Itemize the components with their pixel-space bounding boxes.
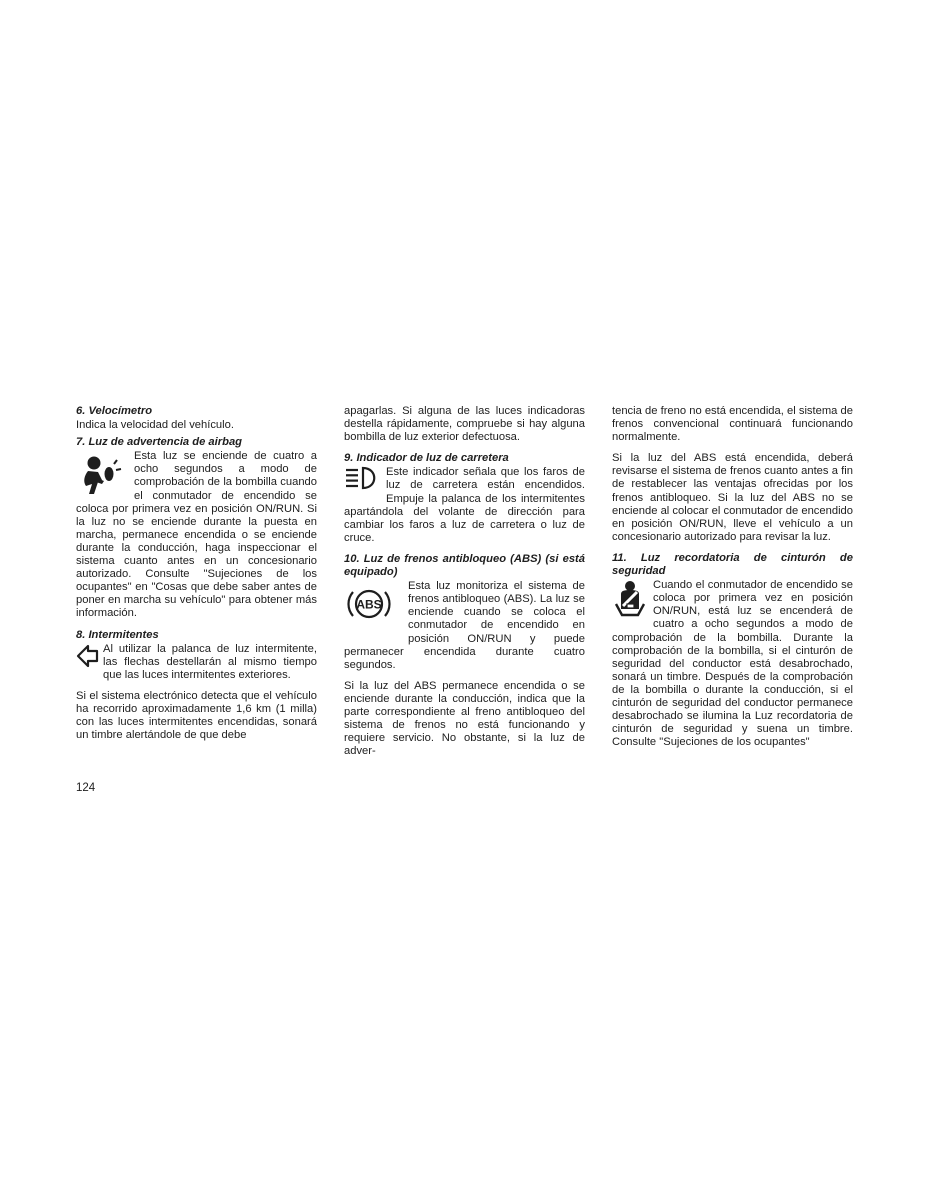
section-10-text-2: Si la luz del ABS permanece encendida o se enciende durante la conducción, indica que la parte correspondiente al freno antibloqueo del sistema de frenos no está funcionando y requiere servicio. No obstante, si la luz de adver-	[344, 679, 585, 758]
turn-signal-arrow-icon	[76, 643, 103, 673]
section-6-text: Indica la velocidad del vehículo.	[76, 419, 234, 432]
seatbelt-reminder-icon	[612, 579, 653, 619]
section-9-text: Este indicador señala que los faros de luz de carretera están encendidos. Empuje la palanca de los intermitentes apartándola del volante de dirección para cambiar los faros a luz de carretera o luz de cruce.	[344, 466, 585, 544]
section-11-text: Cuando el conmutador de encendido se coloca por primera vez en posición ON/RUN, está luz se encenderá de cuatro a ocho segundos a modo de comprobación de la bombilla. Durante la comprobación de la bombilla, si el cinturón de seguridad del conductor está desabrochado, sonará un timbre. Después de la comprobación de la bombilla o durante la conducción, si el cinturón de seguridad del conductor permanece desabrochado se ilumina la Luz recordatoria de cinturón de seguridad y suena un timbre. Consulte "Sujeciones de los ocupantes"	[612, 579, 853, 749]
column-3-continuation-2: Si la luz del ABS está encendida, deberá revisarse el sistema de frenos cuanto antes a fin de restablecer las ventajas ofrecidas por los frenos antibloqueo. Si la luz del ABS no se enciende al colocar el conmutador de encendido en posición ON/RUN, lleve el vehículo a un concesionario autorizado para revisar la luz.	[612, 452, 853, 543]
page-number: 124	[76, 782, 96, 794]
section-7-title: 7. Luz de advertencia de airbag	[76, 436, 243, 449]
section-11-title: 11. Luz recordatoria de cinturón de seguridad	[612, 551, 853, 578]
column-3	[612, 405, 853, 757]
section-9-title: 9. Indicador de luz de carretera	[344, 452, 509, 465]
abs-warning-icon	[344, 580, 408, 636]
abs-icon-label: ABS	[356, 597, 382, 612]
column-1	[76, 405, 317, 750]
high-beam-icon	[344, 466, 386, 494]
section-6-title: 6. Velocímetro	[76, 405, 153, 417]
column-2-continuation: apagarlas. Si alguna de las luces indicadoras destella rápidamente, compruebe si hay alguna bombilla de luz exterior defectuosa.	[344, 405, 585, 444]
section-8-text: Al utilizar la palanca de luz intermitente, las flechas destellarán al mismo tiempo que las luces intermitentes exteriores.	[103, 642, 317, 681]
section-8-text-2: Si el sistema electrónico detecta que el vehículo ha recorrido aproximadamente 1,6 km (1 milla) con las luces intermitentes encendidas, sonará un timbre alertándole de que debe	[76, 689, 317, 742]
section-10-text: Esta luz monitoriza el sistema de frenos antibloqueo (ABS). La luz se enciende cuando se coloca el conmutador de encendido en posición ON/RUN y puede permanecer encendida durante cuatro segundos.	[344, 580, 585, 671]
section-7-text: Esta luz se enciende de cuatro a ocho segundos a modo de comprobación de la bombilla cuando el conmutador de encendido se coloca por primera vez en posición ON/RUN. Si la luz no se enciende durante la puesta en marcha, permanece encendida o se enciende durante la conducción, haga inspeccionar el sistema cuanto antes en un concesionario autorizado. Consulte "Sujeciones de los ocupantes" en "Cosas que debe saber antes de poner en marcha su vehículo" para obtener más información.	[76, 450, 317, 620]
airbag-warning-icon	[76, 450, 134, 500]
section-10-title: 10. Luz de frenos antibloqueo (ABS) (si está equipado)	[344, 552, 585, 579]
column-2	[344, 405, 585, 766]
column-3-continuation: tencia de freno no está encendida, el sistema de frenos convencional continuará funcionando normalmente.	[612, 405, 853, 444]
section-8-title: 8. Intermitentes	[76, 628, 159, 641]
